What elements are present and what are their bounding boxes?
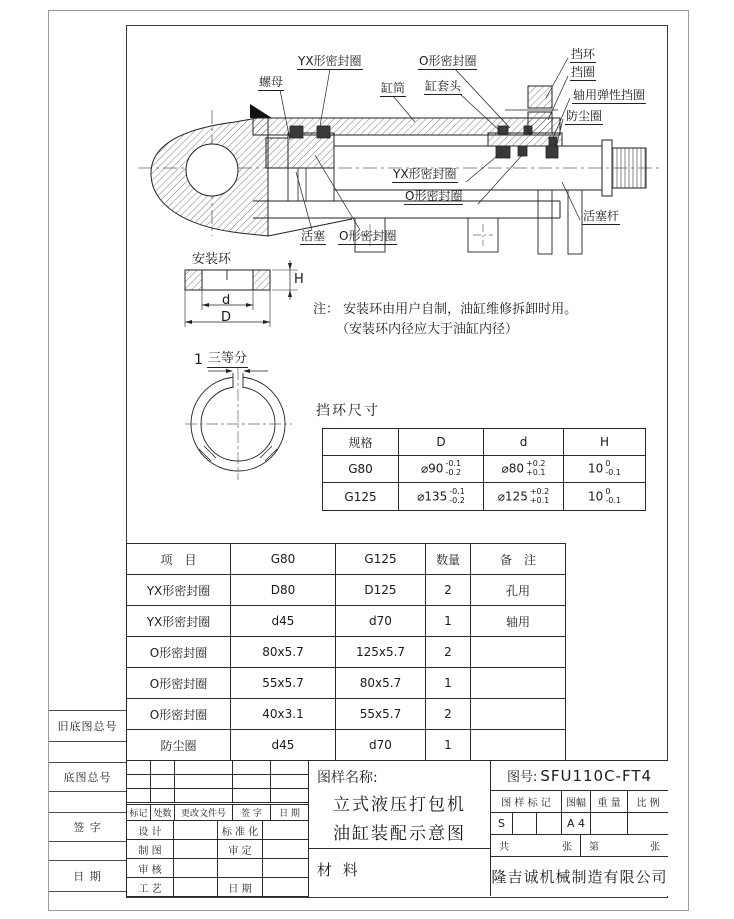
label-yx-seal-mid: YX形密封圈	[392, 168, 458, 183]
table-row: G125 ⌀135 -0.1 -0.2 ⌀125 +0.2 +0.1 10 0 -0.1	[323, 483, 646, 511]
label-piston: 活塞	[300, 230, 326, 245]
ring-table-title: 挡环尺寸	[316, 403, 380, 419]
label-o-seal-top: O形密封圈	[418, 55, 477, 70]
signature-box: 签 字	[49, 812, 126, 842]
label-cylinder-head: 缸套头	[424, 80, 462, 95]
label-three-divisions: 三等分	[207, 352, 248, 368]
table-row: YX形密封圈 d45 d70 1 轴用	[127, 606, 566, 637]
sheet-page-cell: 第 张	[580, 834, 668, 856]
slot-width-value: 1	[194, 352, 203, 368]
label-o-seal-mid: O形密封圈	[404, 190, 463, 205]
revision-grid	[126, 760, 309, 803]
mark-value: S	[490, 812, 512, 834]
base-drawing-no-box: 底图总号	[49, 762, 126, 792]
dim-D: D	[221, 310, 232, 325]
label-o-seal-bottom: O形密封圈	[338, 230, 397, 245]
table-row: 防尘圈 d45 d70 1	[127, 730, 566, 761]
table-row: 项 目 G80 G125 数量 备 注	[127, 544, 566, 575]
label-nut: 螺母	[258, 76, 284, 91]
table-row: O形密封圈 55x5.7 80x5.7 1	[127, 668, 566, 699]
revision-header: 标记 处数 更改文件号 签 字 日 期	[126, 804, 309, 821]
mark-header: 图 样 标 记	[490, 790, 561, 812]
format-header: 图幅	[561, 790, 590, 812]
drawing-name-line1: 立式液压打包机	[333, 795, 466, 815]
drawing-no-label: 图号:	[506, 770, 538, 785]
dim-H: H	[294, 272, 304, 287]
table-row: G80 ⌀90 -0.1 -0.2 ⌀80 +0.2 +0.1 10 0 -0.1	[323, 456, 646, 483]
parts-table	[126, 543, 566, 761]
mark-cell-3	[536, 812, 561, 834]
drawing-name-box	[308, 760, 490, 848]
mark-cell-2	[512, 812, 536, 834]
weight-value	[590, 812, 627, 834]
staff-grid: 设 计 标 准 化 制 图 审 定 审 核 工 艺 日 期	[126, 820, 309, 897]
drawing-name-label: 图样名称:	[317, 770, 378, 786]
label-dust-ring: 防尘圈	[565, 110, 603, 125]
date-box: 日 期	[49, 860, 126, 892]
label-shaft-circlip: 轴用弹性挡圈	[572, 89, 646, 104]
label-mounting-ring: 安装环	[192, 252, 232, 267]
material-box	[308, 848, 490, 896]
scale-header: 比 例	[627, 790, 668, 812]
table-row: YX形密封圈 D80 D125 2 孔用	[127, 575, 566, 606]
material-label: 材 料	[317, 861, 361, 879]
label-yx-seal-top: YX形密封圈	[297, 55, 363, 70]
dim-d: d	[222, 293, 231, 308]
old-base-drawing-no-box: 旧底图总号	[49, 710, 126, 742]
table-row: O形密封圈 80x5.7 125x5.7 2	[127, 637, 566, 668]
format-value: A 4	[561, 812, 590, 834]
note-line1: 注： 安装环由用户自制，油缸维修拆卸时用。	[313, 302, 578, 317]
label-piston-rod: 活塞杆	[582, 210, 620, 225]
drawing-no-value: SFU110C-FT4	[540, 766, 653, 785]
note-line2: （安装环内径应大于油缸内径）	[336, 322, 519, 337]
label-stop-ring: 挡环	[570, 48, 596, 63]
company-box	[490, 856, 668, 896]
table-row: 规格 D d H	[323, 429, 646, 456]
label-cylinder-barrel: 缸筒	[380, 82, 406, 97]
stop-ring-dimension-table	[322, 428, 646, 511]
table-row: O形密封圈 40x3.1 55x5.7 2	[127, 699, 566, 730]
label-retainer-ring: 挡圈	[570, 66, 596, 81]
drawing-no-box	[490, 760, 668, 790]
drawing-name-line2: 油缸装配示意图	[333, 824, 466, 844]
company-name: 隆吉诚机械制造有限公司	[491, 868, 668, 886]
weight-header: 重 量	[590, 790, 627, 812]
sheet-total-cell: 共 张	[490, 834, 580, 856]
scale-value	[627, 812, 668, 834]
